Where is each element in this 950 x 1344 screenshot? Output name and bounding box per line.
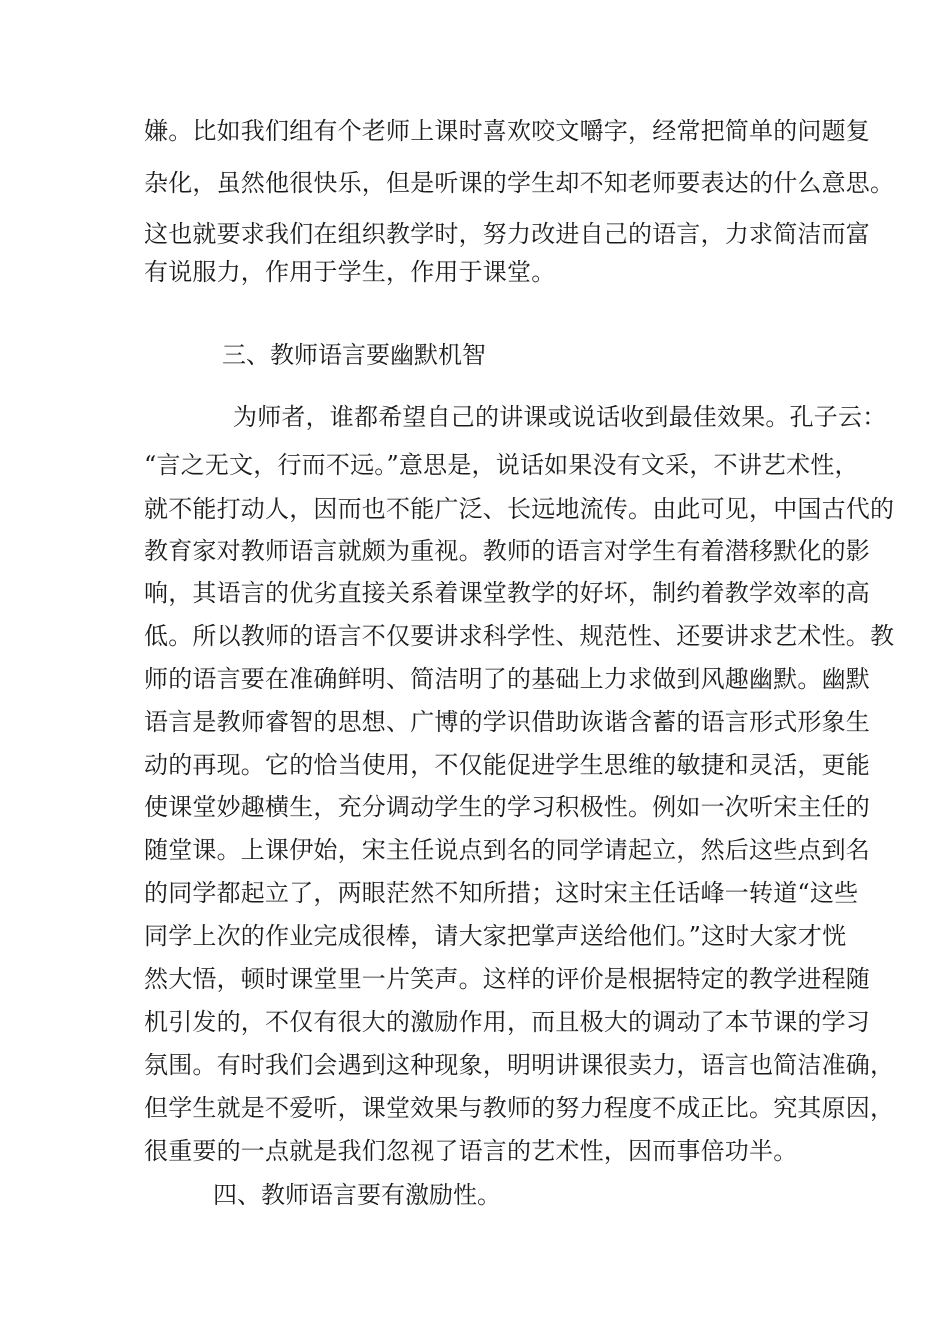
text-line: 有说服力，作用于学生，作用于课堂。 bbox=[144, 258, 556, 286]
text-line: 为师者，谁都希望自己的讲课或说话收到最佳效果。孔子云： bbox=[233, 403, 887, 431]
text-line: 语言是教师睿智的思想、广博的学识借助诙谐含蓄的语言形式形象生 bbox=[144, 708, 870, 736]
text-line: 但学生就是不爱听，课堂效果与教师的努力程度不成正比。究其原因， bbox=[144, 1094, 895, 1122]
text-line: 低。所以教师的语言不仅要讲求科学性、规范性、还要讲求艺术性。教 bbox=[144, 622, 895, 650]
text-line: 就不能打动人，因而也不能广泛、长远地流传。由此可见，中国古代的 bbox=[144, 495, 895, 523]
text-line: 教育家对教师语言就颇为重视。教师的语言对学生有着潜移默化的影 bbox=[144, 537, 870, 565]
section-heading-3: 三、教师语言要幽默机智 bbox=[222, 341, 486, 369]
text-line: 师的语言要在准确鲜明、简洁明了的基础上力求做到风趣幽默。幽默 bbox=[144, 665, 870, 693]
text-line: 嫌。比如我们组有个老师上课时喜欢咬文嚼字，经常把简单的问题复 bbox=[144, 117, 870, 145]
text-line: 同学上次的作业完成很棒，请大家把掌声送给他们。”这时大家才恍 bbox=[144, 922, 847, 950]
text-line: 使课堂妙趣横生，充分调动学生的学习积极性。例如一次听宋主任的 bbox=[144, 793, 870, 821]
text-line: 氛围。有时我们会遇到这种现象，明明讲课很卖力，语言也简洁准确， bbox=[144, 1051, 895, 1079]
text-line: “言之无文，行而不远。”意思是，说话如果没有文采，不讲艺术性， bbox=[144, 451, 859, 479]
section-heading-4: 四、教师语言要有激励性。 bbox=[213, 1181, 501, 1209]
text-line: 动的再现。它的恰当使用，不仅能促进学生思维的敏捷和灵活，更能 bbox=[144, 751, 870, 779]
text-line: 杂化，虽然他很快乐，但是听课的学生却不知老师要表达的什么意思。 bbox=[144, 169, 895, 197]
text-line: 的同学都起立了，两眼茫然不知所措；这时宋主任话峰一转道“这些 bbox=[144, 879, 859, 907]
text-line: 这也就要求我们在组织教学时，努力改进自己的语言，力求简洁而富 bbox=[144, 220, 870, 248]
text-line: 随堂课。上课伊始，宋主任说点到名的同学请起立，然后这些点到名 bbox=[144, 836, 870, 864]
text-line: 响，其语言的优劣直接关系着课堂教学的好坏，制约着教学效率的高 bbox=[144, 579, 870, 607]
text-line: 机引发的，不仅有很大的激励作用，而且极大的调动了本节课的学习 bbox=[144, 1008, 870, 1036]
text-line: 然大悟，顿时课堂里一片笑声。这样的评价是根据特定的教学进程随 bbox=[144, 965, 870, 993]
text-line: 很重要的一点就是我们忽视了语言的艺术性，因而事倍功半。 bbox=[144, 1137, 798, 1165]
